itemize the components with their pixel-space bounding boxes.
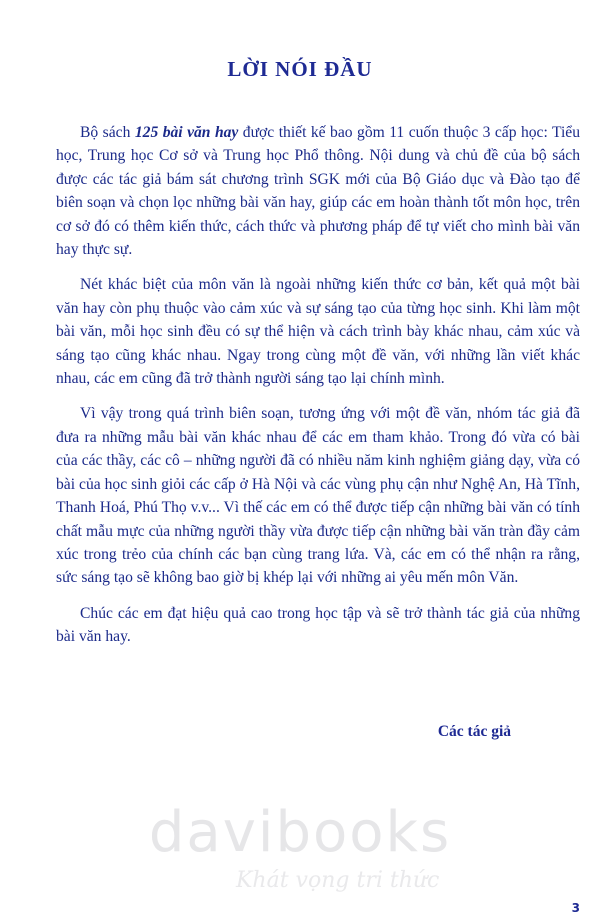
- signature: Các tác giả: [437, 723, 511, 740]
- paragraph-1-start: Bộ sách: [80, 124, 135, 141]
- paragraph-2: Nét khác biệt của môn văn là ngoài những kiến thức cơ bản, kết quả một bài văn hay còn phụ thuộc vào cảm xúc và sự sáng tạo của từng học sinh. Khi làm một bài văn, mỗi học sinh đều có sự thể hiện và cách trình bày khác nhau, cảm xúc và sáng tạo cũng khác nhau. Ngay trong cùng một đề văn, với những lần viết khác nhau, các em cũng đã trở thành người sáng tạo lại chính mình.: [56, 276, 580, 388]
- paragraph-4: Chúc các em đạt hiệu quả cao trong học tập và sẽ trở thành tác giả của những bài văn hay.: [56, 604, 580, 646]
- watermark-brand: davibooks: [148, 800, 452, 865]
- body-text: [56, 121, 580, 661]
- book-title-emphasis: 125 bài văn hay: [134, 124, 239, 141]
- paragraph-1-rest: được thiết kế bao gồm 11 cuốn thuộc 3 cấp học: Tiểu học, Trung học Cơ sở và Trung học Phổ thông. Nội dung và chủ đề của bộ sách được các tác giả bám sát chương trình SGK mới của Bộ Giáo dục và Đào tạo để biên soạn và chọn lọc những bài văn hay, giúp các em hoàn thành tốt môn học, trên cơ sở đó có thêm kiến thức, cách thức và phương pháp để tự viết cho mình bài văn hay thực sự.: [56, 124, 581, 259]
- page-title: LỜI NÓI ĐẦU: [227, 57, 373, 81]
- page-number: 3: [571, 901, 580, 915]
- watermark-slogan: Khát vọng tri thức: [236, 868, 440, 893]
- paragraph-1: [56, 121, 580, 261]
- paragraph-3: Vì vậy trong quá trình biên soạn, tương ứng với một đề văn, nhóm tác giả đã đưa ra những mẫu bài văn khác nhau để các em tham khảo. Trong đó vừa có bài của các thầy, các cô – những người đã có nhiều năm kinh nghiệm giảng dạy, vừa có bài của học sinh giỏi các cấp ở Hà Nội và các vùng phụ cận như Nghệ An, Hà Tĩnh, Thanh Hoá, Phú Thọ v.v... Vì thế các em có thể được tiếp cận những bài văn có tính chất mẫu mực của những người thầy vừa được tiếp cận những bài văn tràn đầy cảm xúc trong trẻo của chính các bạn cùng trang lứa. Và, các em có thể nhận ra rằng, sức sáng tạo sẽ không bao giờ bị khép lại với những ai yêu mến môn Văn.: [56, 405, 580, 587]
